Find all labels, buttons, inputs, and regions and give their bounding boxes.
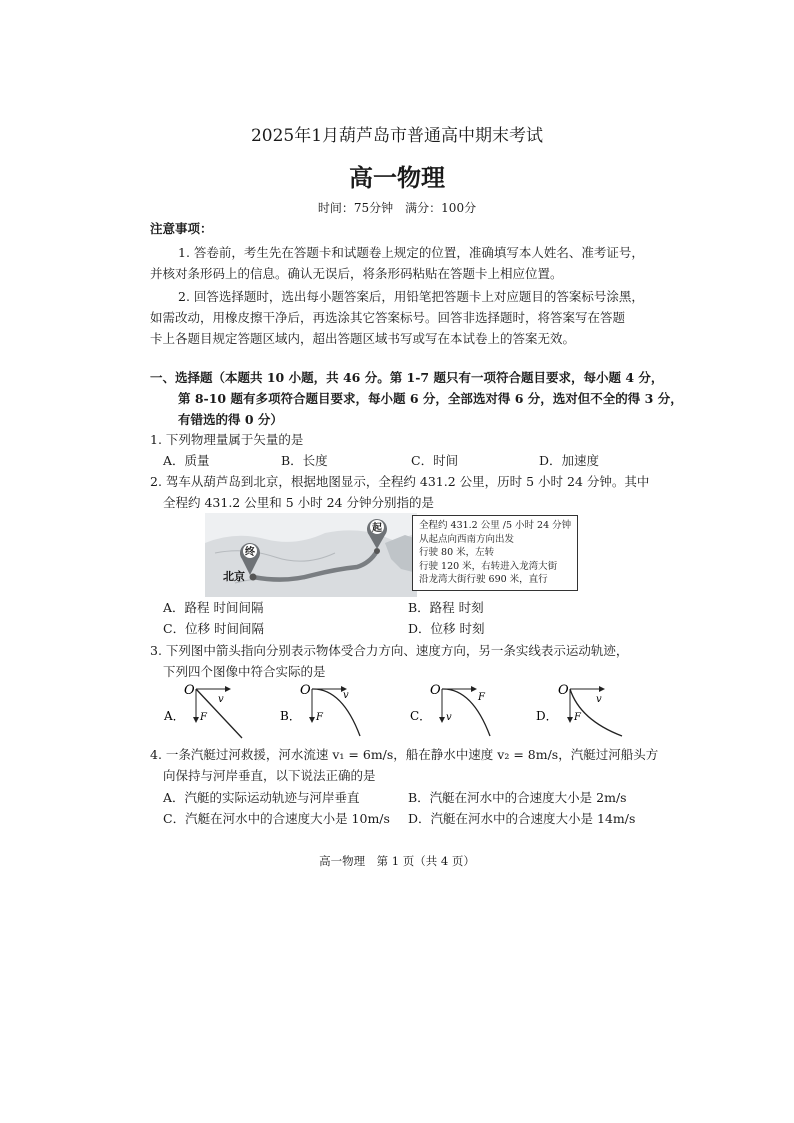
q2-stem-line1: 2. 驾车从葫芦岛到北京，根据地图显示，全程约 431.2 公里，历时 5 小时 24 分钟。其中 bbox=[150, 474, 650, 489]
q4-option-b: B．汽艇在河水中的合速度大小是 2m/s bbox=[408, 790, 627, 805]
q3-stem-line2: 下列四个图像中符合实际的是 bbox=[163, 664, 326, 679]
route-info-line: 全程约 431.2 公里 /5 小时 24 分钟 bbox=[419, 520, 572, 531]
end-marker-label: 终 bbox=[245, 547, 255, 558]
route-info-line: 行驶 80 米，左转 bbox=[419, 547, 495, 558]
route-info-line: 从起点向西南方向出发 bbox=[419, 533, 515, 545]
route-map bbox=[205, 513, 417, 597]
exam-title: 2025年1月葫芦岛市普通高中期末考试 bbox=[250, 126, 544, 146]
notice-item2-line1: 2. 回答选择题时，选出每小题答案后，用铅笔把答题卡上对应题目的答案标号涂黑， bbox=[178, 289, 644, 304]
q1-option-a: A．质量 bbox=[163, 453, 210, 468]
city-label: 北京 bbox=[223, 570, 245, 583]
notice-item1-line2: 并核对条形码上的信息。确认无误后，将条形码粘贴在答题卡上相应位置。 bbox=[150, 266, 563, 281]
origin-label: O bbox=[184, 683, 195, 698]
q3-figure-d bbox=[536, 683, 622, 736]
q3-figure-label: C． bbox=[410, 709, 432, 723]
velocity-label: v bbox=[446, 712, 452, 723]
section1-line1: 一、选择题（本题共 10 小题，共 46 分。第 1-7 题只有一项符合题目要求，每小题 4 分， bbox=[150, 370, 664, 385]
q1-option-b: B．长度 bbox=[281, 453, 328, 468]
force-label: F bbox=[478, 692, 485, 703]
page-footer: 高一物理 第 1 页（共 4 页） bbox=[319, 854, 475, 868]
q2-option-c: C．位移 时间间隔 bbox=[163, 621, 265, 636]
subject-title: 高一物理 bbox=[349, 164, 445, 192]
q3-figure-b bbox=[280, 683, 360, 736]
section1-line3: 有错选的得 0 分） bbox=[178, 412, 283, 427]
q2-option-a: A．路程 时间间隔 bbox=[163, 600, 264, 615]
route-info-line: 沿龙湾大街行驶 690 米，直行 bbox=[419, 574, 548, 585]
q3-figure-a bbox=[163, 683, 242, 738]
velocity-label: v bbox=[218, 694, 224, 705]
notice-item1-line1: 1. 答卷前，考生先在答题卡和试题卷上规定的位置，准确填写本人姓名、准考证号， bbox=[178, 245, 644, 260]
q1-stem: 1. 下列物理量属于矢量的是 bbox=[150, 432, 304, 447]
q4-option-a: A．汽艇的实际运动轨迹与河岸垂直 bbox=[163, 790, 360, 805]
q2-option-b: B．路程 时刻 bbox=[408, 600, 484, 615]
q4-option-c: C．汽艇在河水中的合速度大小是 10m/s bbox=[163, 811, 390, 826]
q4-stem-line2: 向保持与河岸垂直，以下说法正确的是 bbox=[163, 768, 376, 783]
origin-label: O bbox=[300, 683, 311, 698]
force-label: F bbox=[316, 712, 323, 723]
route-info-box bbox=[412, 515, 578, 591]
q3-figure-label: B． bbox=[280, 709, 301, 723]
origin-label: O bbox=[558, 683, 569, 698]
q3-figure-label: A． bbox=[164, 709, 185, 723]
q3-figures bbox=[160, 678, 640, 740]
q3-figure-label: D． bbox=[536, 709, 558, 723]
start-marker-label: 起 bbox=[372, 523, 382, 534]
end-point bbox=[250, 574, 257, 581]
force-label: F bbox=[574, 712, 581, 723]
velocity-label: v bbox=[596, 694, 602, 705]
section1-line2: 第 8-10 题有多项符合题目要求，每小题 6 分，全部选对得 6 分，选对但不全的得 3 分， bbox=[178, 391, 683, 406]
notice-heading: 注意事项： bbox=[150, 221, 213, 236]
q4-stem-line1: 4. 一条汽艇过河救援，河水流速 v₁ = 6m/s，船在静水中速度 v₂ = 8m/s，汽艇过河船头方 bbox=[150, 747, 659, 762]
origin-label: O bbox=[430, 683, 441, 698]
force-label: F bbox=[200, 712, 207, 723]
q2-stem-line2: 全程约 431.2 公里和 5 小时 24 分钟分别指的是 bbox=[163, 495, 434, 510]
q2-option-d: D．位移 时刻 bbox=[408, 621, 485, 636]
q1-option-c: C．时间 bbox=[411, 453, 459, 468]
land-area bbox=[205, 530, 417, 597]
q3-stem-line1: 3. 下列图中箭头指向分别表示物体受合力方向、速度方向，另一条实线表示运动轨迹， bbox=[150, 643, 629, 658]
time-info: 时间：75分钟 满分：100分 bbox=[317, 201, 477, 215]
q4-option-d: D．汽艇在河水中的合速度大小是 14m/s bbox=[408, 811, 636, 826]
q1-option-d: D．加速度 bbox=[539, 453, 600, 468]
velocity-label: v bbox=[343, 690, 349, 701]
route-info-line: 行驶 120 米，右转进入龙湾大街 bbox=[419, 560, 558, 572]
notice-item2-line3: 卡上各题目规定答题区域内，超出答题区域书写或写在本试卷上的答案无效。 bbox=[150, 331, 576, 346]
q3-figure-c bbox=[410, 683, 490, 736]
notice-item2-line2: 如需改动，用橡皮擦干净后，再选涂其它答案标号。回答非选择题时，将答案写在答题 bbox=[150, 310, 626, 325]
